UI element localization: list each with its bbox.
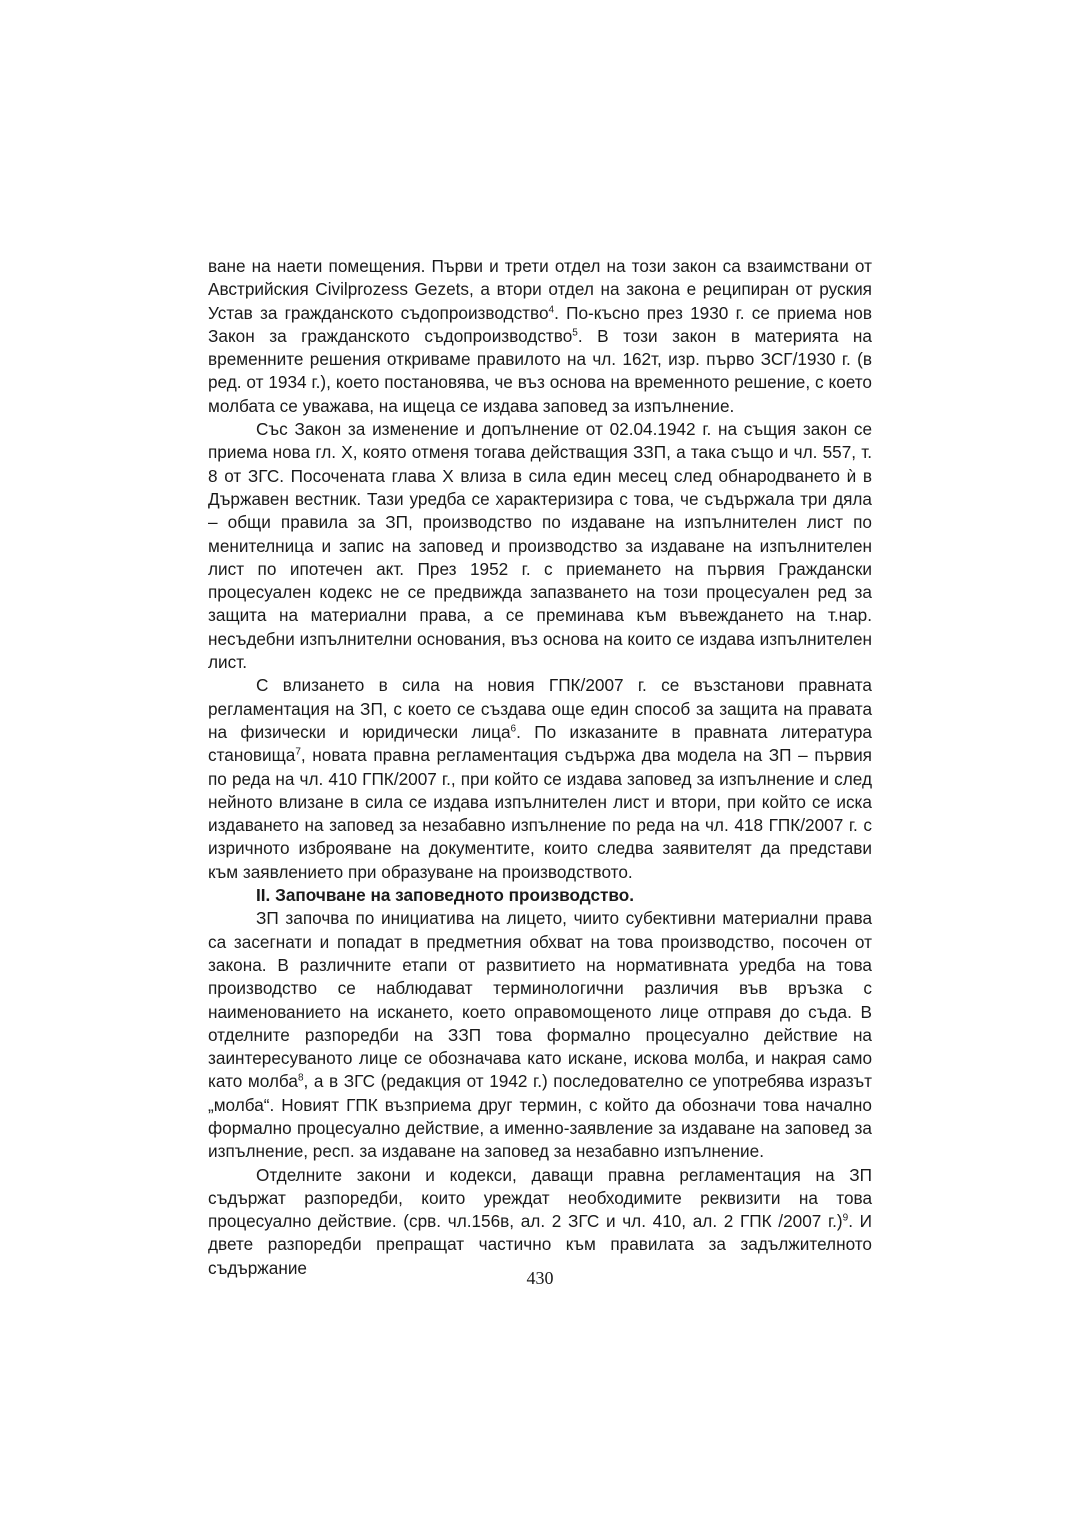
paragraph	[208, 907, 872, 1163]
footnote-marker: 6	[510, 723, 517, 735]
footnote-marker: 4	[548, 303, 555, 315]
text-run: Отделните закони и кодекси, даващи правна регламентация на ЗП съдържат разпоредби, които уреждат необходимите реквизити на това процесуално действие. (срв. чл.156в, ал. 2 ЗГС и чл. 410, ал. 2 ГПК /2007 г.)	[208, 1164, 872, 1232]
paragraph	[208, 255, 872, 418]
page-number: 430	[526, 1268, 554, 1288]
paragraph	[208, 674, 872, 884]
body-text	[208, 255, 872, 1280]
text-run: , новата правна регламентация съдържа два модела на ЗП – първия по реда на чл. 410 ГПК/2007 г., при който се издава заповед за изпълнение и след нейното влизане в сила се издава изпълнителен лист и втори, при който се иска издаването на заповед за незабавно изпълнение по реда на чл. 418 ГПК/2007 г. с изричното изброяване на документите, които следва заявителят да представи към заявлението при образуване на производството.	[208, 745, 872, 882]
text-run: . По-късно през 1930 г. се приема нов Закон за гражданското съдопроизводство	[208, 302, 872, 346]
text-run: II. Започване на заповедното производство.	[256, 885, 635, 906]
text-run: ване на наети помещения. Първи и трети отдел на този закон са взаимствани от Австрийския Civilprozess Gezets, а втори отдел на закона е реципиран от руския Устав за гражданското съдопроизводство	[208, 256, 872, 323]
paragraph	[208, 1164, 872, 1280]
footnote-marker: 9	[842, 1212, 849, 1224]
text-run: . В този закон в материята на временните решения откриваме правилото на чл. 162т, изр. първо ЗСГ/1930 г. (в ред. от 1934 г.), което постановява, че въз основа на временното решение, с което молбата се уважава, на ищеца се издава заповед за изпълнение.	[208, 325, 872, 416]
text-run: Със Закон за изменение и допълнение от 02.04.1942 г. на същия закон се приема нова гл. Х, която отменя тогава действащия ЗЗП, а така също и чл. 557, т. 8 от ЗГС. Посочената глава Х влиза в сила един месец след обнародването ѝ в Държавен вестник. Тази уредба се характеризира с това, че съдържала три дяла – общи правила за ЗП, производство по издаване на изпълнителен лист по менителница и запис на заповед и производство за издаване на изпълнителен лист по ипотечен акт. През 1952 г. с приемането на първия Граждански процесуален кодекс не се предвижда запазването на този процесуален ред за защита на материални права, а се преминава към въвеждането на т.нар. несъдебни изпълнителни основания, въз основа на които се издава изпълнителен лист.	[208, 419, 872, 673]
text-run: ЗП започва по инициатива на лицето, чиито субективни материални права са засегнати и попадат в предметния обхват на това производство, посочен от закона. В различните етапи от развитието на нормативната уредба на това производство се наблюдават терминологични различия във връзка с наименованието на искането, което оправомощеното лице отправя до съда. В отделните разпоредби на ЗЗП това формално процесуално действие на заинтересуваното лице се обозначава като искане, искова молба, и накрая само като молба	[208, 908, 872, 1092]
section-heading	[208, 884, 872, 907]
text-run: . И двете разпоредби препращат частично към правилата за задължителното съдържание	[208, 1211, 872, 1278]
footnote-marker: 8	[297, 1072, 304, 1084]
text-run: С влизането в сила на новия ГПК/2007 г. се възстанови правната регламентация на ЗП, с което се създава още един способ за защита на правата на физически и юридически лица	[208, 675, 872, 742]
footnote-marker: 7	[295, 746, 301, 758]
paragraph	[208, 418, 872, 674]
text-run: . По изказаните в правната литература становища	[208, 721, 872, 766]
footnote-marker: 5	[572, 327, 578, 339]
text-run: , а в ЗГС (редакция от 1942 г.) последователно се употребява изразът „молба“. Новият ГПК възприема друг термин, с който да обозначи това начално формално процесуално действие, а именно-заявление за издаване на заповед за изпълнение, респ. за издаване на заповед за незабавно изпълнение.	[208, 1071, 872, 1162]
